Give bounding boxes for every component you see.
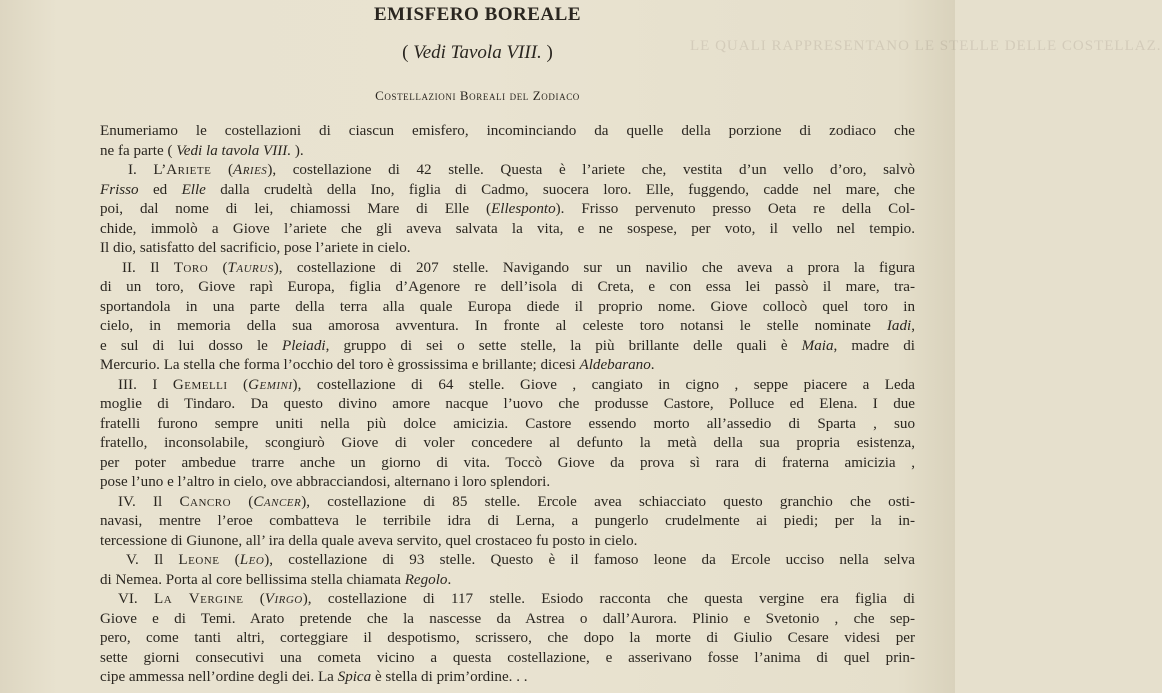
text-fragment: I. L’ bbox=[128, 162, 167, 178]
text-line bbox=[100, 142, 915, 162]
text-fragment: sette giorni consecutivi una cometa vicino a questa costellazione, e asserivano fosse l’anima di quel prin- bbox=[100, 649, 915, 666]
text-fragment: Iadi bbox=[886, 318, 912, 334]
bleed-through-text: LE QUALI RAPPRESENTANO LE STELLE DELLE COSTELLAZ. bbox=[690, 38, 1162, 54]
text-line bbox=[100, 590, 915, 610]
text-line bbox=[100, 181, 915, 201]
text-fragment: Pleiadi bbox=[281, 337, 326, 354]
constellation-name: La Vergine bbox=[154, 591, 244, 607]
text-fragment: ( bbox=[219, 552, 240, 568]
text-fragment: ), costellazione di 42 stelle. Questa è l’ariete che, vestita d’un vello d’oro, salvò bbox=[267, 162, 915, 178]
section-heading: Costellazioni Boreali del Zodiaco bbox=[375, 88, 580, 103]
plate-reference-open: ( bbox=[402, 42, 414, 63]
text-line bbox=[100, 493, 915, 513]
text-fragment: fratelli furono sempre uniti nella più dolce amicizia. Castore essendo morto all’assedio di Sparta , suo bbox=[100, 415, 915, 432]
text-fragment: ), costellazione di 207 stelle. Navigando sur un navilio che aveva a prora la figura bbox=[273, 259, 915, 276]
text-line bbox=[100, 571, 915, 591]
text-fragment: ne fa parte ( bbox=[100, 142, 177, 159]
constellation-name: Ariete bbox=[166, 162, 212, 178]
text-fragment: ), costellazione di 85 stelle. Ercole avea schiacciato questo granchio che osti- bbox=[301, 493, 915, 510]
text-fragment: dalla crudeltà della Ino, figlia di Cadmo, suocera loro. Elle, fuggendo, cadde nel mare, che bbox=[205, 181, 916, 198]
text-fragment: Frisso bbox=[100, 181, 139, 198]
text-line bbox=[100, 454, 915, 474]
text-line bbox=[100, 200, 915, 220]
text-fragment: , madre di bbox=[833, 337, 915, 354]
text-line bbox=[100, 649, 915, 669]
page-title: EMISFERO BOREALE bbox=[373, 4, 581, 25]
text-fragment: Il dio, satisfatto del sacrificio, pose l’ariete in cielo. bbox=[100, 240, 411, 256]
text-line bbox=[100, 239, 915, 259]
text-fragment: tercessione di Giunone, all’ ira della quale aveva servito, quel crostaceo fu posto in cielo. bbox=[100, 532, 638, 549]
text-fragment: Aldebarano bbox=[579, 357, 651, 373]
text-fragment: navasi, mentre l’eroe combatteva le terribile idra di Lerna, a pungerlo crudelmente ai piedi; per la in- bbox=[100, 513, 915, 529]
text-fragment: ), costellazione di 64 stelle. Giove , cangiato in cigno , seppe piacere a Leda bbox=[292, 376, 915, 393]
text-fragment: e sul di lui dosso le bbox=[100, 337, 282, 354]
text-fragment: pose l’uno e l’altro in cielo, ove abbracciandosi, alternano i loro splendori. bbox=[100, 474, 551, 490]
text-fragment: IV. Il bbox=[118, 493, 180, 510]
text-fragment: poi, dal nome di lei, chiamossi Mare di Elle ( bbox=[100, 201, 492, 217]
latin-name: Cancer bbox=[253, 493, 302, 510]
text-line bbox=[100, 298, 915, 318]
text-fragment: ( bbox=[227, 376, 249, 393]
latin-name: Taurus bbox=[227, 259, 274, 276]
text-fragment: di un toro, Giove rapì Europa, figlia d’Agenore re dell’isola di Creta, e con essa lei passò il mare, tra- bbox=[100, 279, 915, 295]
text-fragment: ( bbox=[243, 591, 265, 607]
text-fragment: per poter ambedue trarre anche un giorno di vita. Toccò Giove da prova sì rara di fraterna amicizia , bbox=[100, 454, 915, 471]
text-line bbox=[100, 122, 915, 142]
plate-reference-text: Vedi Tavola VIII. bbox=[413, 42, 542, 63]
text-line bbox=[100, 337, 915, 357]
text-line bbox=[100, 415, 915, 435]
text-fragment: Maia bbox=[801, 337, 834, 354]
text-line bbox=[100, 610, 915, 630]
text-fragment: Giove e di Temi. Arato pretende che la nascesse da Astrea o dall’Aurora. Plinio e Svetonio , che sep- bbox=[100, 610, 915, 627]
text-fragment: ). bbox=[291, 142, 304, 159]
latin-name: Gemini bbox=[248, 376, 293, 393]
text-line bbox=[100, 551, 915, 571]
text-fragment: cielo, in memoria della sua amorosa avventura. In fronte al celeste toro notansi le stelle nominate bbox=[100, 318, 887, 334]
text-fragment: pero, come tanti altri, corteggiare il despotismo, scrissero, che dopo la morte di Giulio Cesare videsi per bbox=[100, 630, 915, 646]
text-fragment: Spica bbox=[337, 669, 372, 685]
text-fragment: , bbox=[911, 318, 915, 334]
text-fragment: . bbox=[650, 357, 655, 373]
text-fragment: . bbox=[447, 571, 452, 588]
text-fragment: VI. bbox=[118, 591, 155, 607]
text-fragment: ( bbox=[211, 162, 233, 178]
text-fragment: moglie di Tindaro. Da questo divino amore nacque l’uovo che produsse Castore, Polluce ed Elena. I due bbox=[100, 396, 915, 412]
text-line bbox=[100, 395, 915, 415]
text-fragment: ( bbox=[208, 259, 228, 276]
constellation-name: Toro bbox=[173, 259, 209, 276]
text-fragment: ( bbox=[231, 493, 254, 510]
text-line bbox=[100, 356, 915, 376]
text-fragment: ), costellazione di 93 stelle. Questo è il famoso leone da Ercole ucciso nella selva bbox=[264, 552, 915, 568]
text-line bbox=[100, 278, 915, 298]
text-fragment: ), costellazione di 117 stelle. Esiodo racconta che questa vergine era figlia di bbox=[302, 591, 915, 607]
text-fragment: fratello, inconsolabile, scongiurò Giove di voler concedere al defunto la metà della sua propria esistenza, bbox=[100, 435, 915, 451]
constellation-name: Cancro bbox=[179, 493, 232, 510]
text-line bbox=[100, 317, 915, 337]
text-line bbox=[100, 512, 915, 532]
text-line bbox=[100, 532, 915, 552]
text-fragment: Elle bbox=[181, 181, 206, 198]
plate-reference bbox=[0, 42, 955, 64]
text-fragment: , gruppo di sei o sette stelle, la più brillante delle quali è bbox=[325, 337, 802, 354]
text-line bbox=[100, 161, 915, 181]
constellation-name: Gemelli bbox=[172, 376, 228, 393]
latin-name: Aries bbox=[232, 162, 268, 178]
text-fragment: di Nemea. Porta al core bellissima stella chiamata bbox=[100, 571, 405, 588]
text-line bbox=[100, 473, 915, 493]
text-line bbox=[100, 259, 915, 279]
latin-name: Leo bbox=[239, 552, 265, 568]
body-text bbox=[100, 122, 915, 688]
text-fragment: sportandola in una parte della terra alla quale Europa diede il proprio nome. Giove collocò quel toro in bbox=[100, 298, 915, 315]
text-fragment: Ellesponto bbox=[491, 201, 556, 217]
text-fragment: Mercurio. La stella che forma l’occhio del toro è grossissima e brillante; dicesi bbox=[100, 357, 580, 373]
text-fragment: II. Il bbox=[122, 259, 174, 276]
plate-reference-close: ) bbox=[541, 42, 553, 63]
text-line bbox=[100, 220, 915, 240]
text-fragment: è stella di prim’ordine. . . bbox=[371, 669, 528, 685]
text-fragment: V. Il bbox=[126, 552, 179, 568]
text-fragment: chide, immolò a Giove l’ariete che gli aveva salvata la vita, e ne sospese, per voto, il vello nel tempio. bbox=[100, 220, 915, 237]
text-fragment: ed bbox=[138, 181, 182, 198]
text-fragment: Enumeriamo le costellazioni di ciascun emisfero, incominciando da quelle della porzione di zodiaco che bbox=[100, 123, 915, 139]
constellation-name: Leone bbox=[178, 552, 220, 568]
latin-name: Virgo bbox=[264, 591, 303, 607]
text-fragment: ). Frisso pervenuto presso Oeta re della Col- bbox=[555, 201, 915, 217]
text-fragment: cipe ammessa nell’ordine degli dei. La bbox=[100, 669, 338, 685]
text-line bbox=[100, 668, 915, 688]
text-line bbox=[100, 434, 915, 454]
text-line bbox=[100, 376, 915, 396]
text-line bbox=[100, 629, 915, 649]
text-fragment: III. I bbox=[118, 376, 173, 393]
text-fragment: Regolo bbox=[404, 571, 448, 588]
text-fragment: Vedi la tavola VIII. bbox=[176, 142, 292, 159]
